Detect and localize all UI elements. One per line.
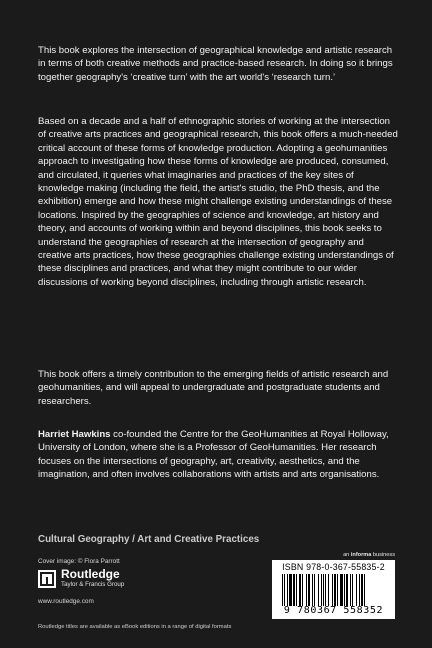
description-paragraph-2: Based on a decade and a half of ethnographic stories of working at the intersection of creative arts practices and geographical research, this book offers a much-needed critical account of these forms of knowledge production. Adopting a geohumanities approach to investigating how these forms of knowledge are produced, consumed, and circulated, it queries what imaginaries and practices of the key sites of knowledge making (including the field, the artist's studio, the PhD thesis, and the exhibition) emerge and how these might challenge existing understandings of these locations. Inspired by the geographies of science and knowledge, art history and theory, and accounts of working within and beyond disciplines, this book seeks to understand the geographies of research at the intersection of geography and creative arts practices, how these geographies challenge existing understandings of these disciplines and practices, and what they might contribute to our wider discussions of working beyond disciplines, including through artistic research. [38,116,398,288]
barcode-digits: 9 780367 558352 [283,605,384,616]
author-bio [38,428,398,482]
routledge-icon [38,570,56,588]
author-name: Harriet Hawkins [38,429,111,440]
publisher-name: Routledge [61,567,120,581]
isbn-barcode [272,560,395,619]
description-paragraph-3: This book offers a timely contribution to the emerging fields of artistic research and geohumanities, and will appeal to undergraduate and postgraduate students and researchers. [38,369,389,407]
publisher-website[interactable]: www.routledge.com [38,598,94,605]
publisher-logo [38,568,124,589]
informa-business-label: an informa business [343,552,395,558]
isbn-text: ISBN 978-0-367-55835-2 [282,562,385,572]
informa-brand: informa [350,552,372,558]
ebook-note: Routledge titles are available as eBook editions in a range of digital formats [38,624,232,630]
cover-image-credit: Cover image: © Flora Parrott [38,558,120,565]
publisher-group: Taylor & Francis Group [61,581,125,588]
barcode-icon [280,574,391,606]
description-paragraph-1: This book explores the intersection of geographical knowledge and artistic research in terms of both creative methods and practice-based research. In doing so it brings together geography's ‘creative turn’ with the art world's ‘research turn.’ [38,45,393,83]
series-subject: Cultural Geography / Art and Creative Practices [38,534,260,545]
author-bio-text: co-founded the Centre for the GeoHumanities at Royal Holloway, University of London, where she is a Professor of GeoHumanities. Her research focuses on the intersections of geography, art, creativity, aesthetics, and the imagination, and often involves collaborations with artists and arts organisations. [38,429,389,481]
